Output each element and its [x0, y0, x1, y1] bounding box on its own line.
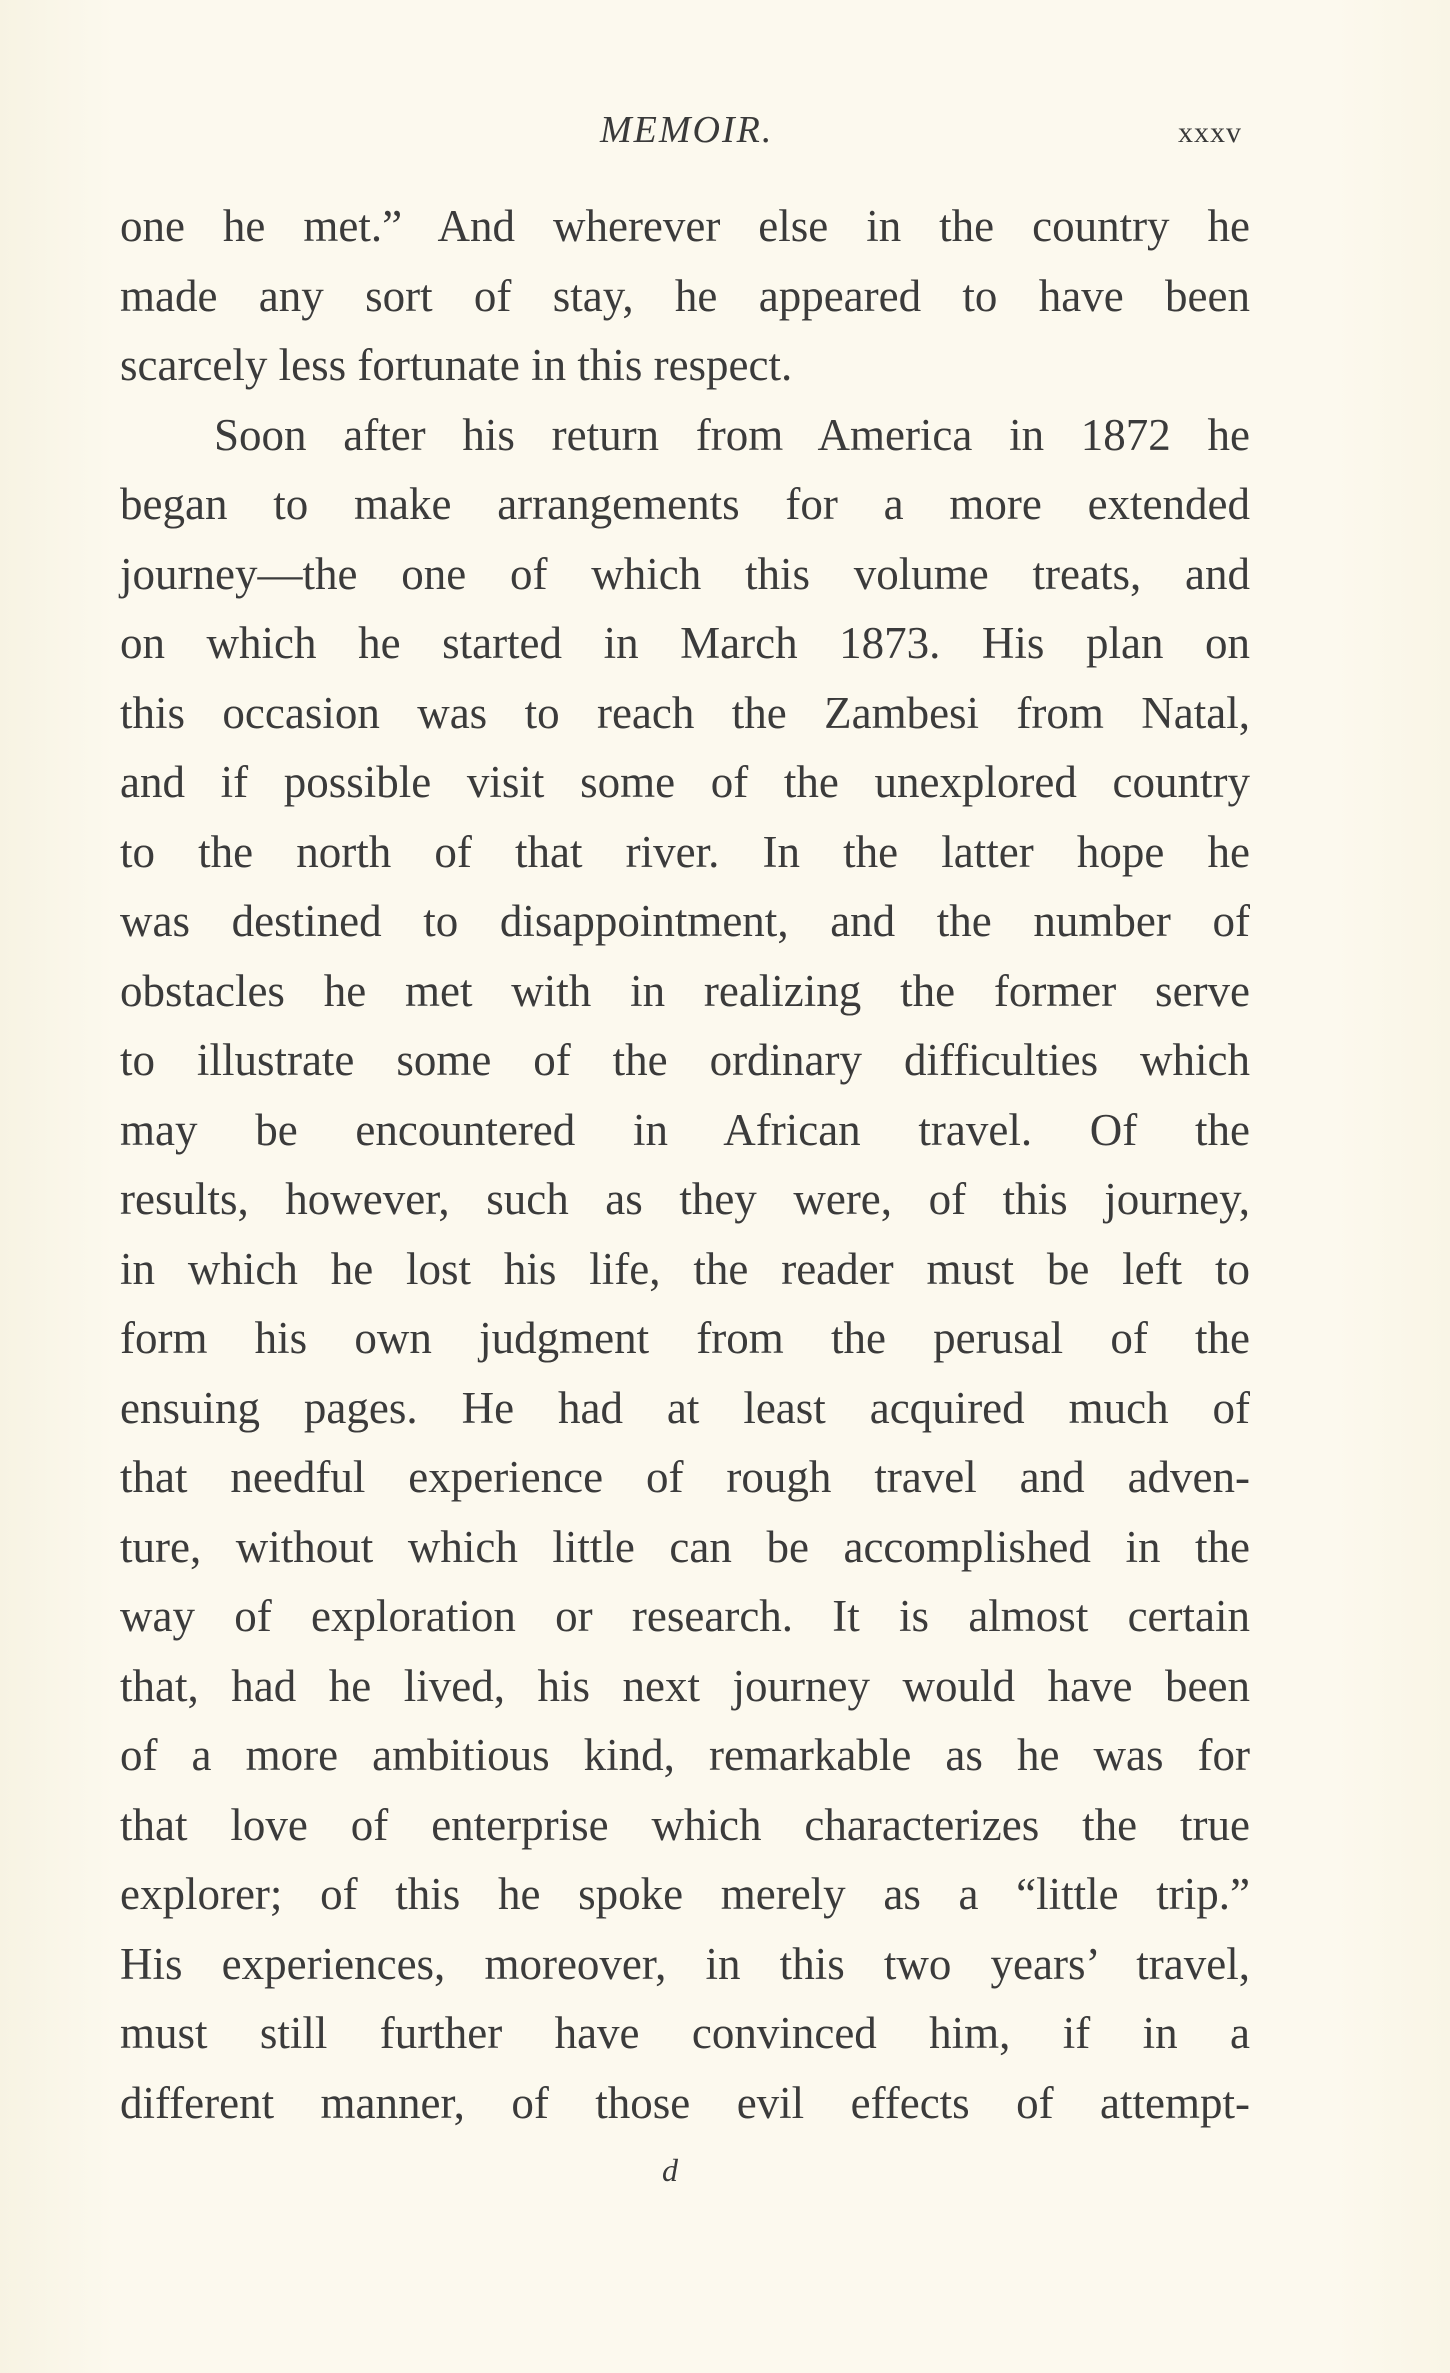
- text-line: and if possible visit some of the unexplored country: [120, 757, 1250, 807]
- text-line: His experiences, moreover, in this two years’ travel,: [120, 1938, 1250, 1989]
- text-line: obstacles he met with in realizing the former serve: [120, 965, 1250, 1016]
- text-line: to illustrate some of the ordinary difficulties which: [120, 1035, 1250, 1085]
- signature-mark: d: [662, 2152, 678, 2188]
- text-line: one he met.” And wherever else in the country he: [120, 201, 1250, 251]
- text-line: form his own judgment from the perusal of the: [120, 1313, 1250, 1363]
- text-line: that, had he lived, his next journey would have been: [120, 1660, 1250, 1711]
- text-line: this occasion was to reach the Zambesi from Natal,: [120, 687, 1250, 738]
- text-line: may be encountered in African travel. Of the: [120, 1104, 1250, 1155]
- text-line: to the north of that river. In the latter hope he: [120, 826, 1250, 877]
- text-line: scarcely less fortunate in this respect.: [120, 340, 793, 390]
- text-line: of a more ambitious kind, remarkable as he was for: [120, 1730, 1250, 1780]
- text-line: explorer; of this he spoke merely as a “little trip.”: [120, 1869, 1250, 1919]
- text-line: in which he lost his life, the reader must be left to: [120, 1243, 1250, 1294]
- text-line: different manner, of those evil effects of attempt-: [120, 2077, 1250, 2128]
- page-number: xxxv: [1178, 116, 1242, 149]
- text-line: must still further have convinced him, if in a: [120, 2008, 1250, 2058]
- text-line: that needful experience of rough travel and adven-: [120, 1452, 1250, 1502]
- text-line: was destined to disappointment, and the number of: [120, 896, 1250, 946]
- text-line: results, however, such as they were, of this journey,: [120, 1174, 1250, 1224]
- text-line: made any sort of stay, he appeared to have been: [120, 270, 1250, 321]
- text-line: journey—the one of which this volume treats, and: [120, 548, 1250, 599]
- running-head-title: MEMOIR.: [600, 109, 774, 151]
- text-line: way of exploration or research. It is almost certain: [120, 1591, 1250, 1641]
- text-line: Soon after his return from America in 1872 he: [214, 409, 1250, 460]
- body-text: [120, 192, 1250, 2138]
- running-head: [0, 108, 1450, 158]
- text-line: ensuing pages. He had at least acquired much of: [120, 1382, 1250, 1433]
- text-line: ture, without which little can be accomplished in the: [120, 1521, 1250, 1572]
- text-line: began to make arrangements for a more extended: [120, 479, 1250, 529]
- text-line: that love of enterprise which characterizes the true: [120, 1799, 1250, 1850]
- text-line: on which he started in March 1873. His plan on: [120, 618, 1250, 668]
